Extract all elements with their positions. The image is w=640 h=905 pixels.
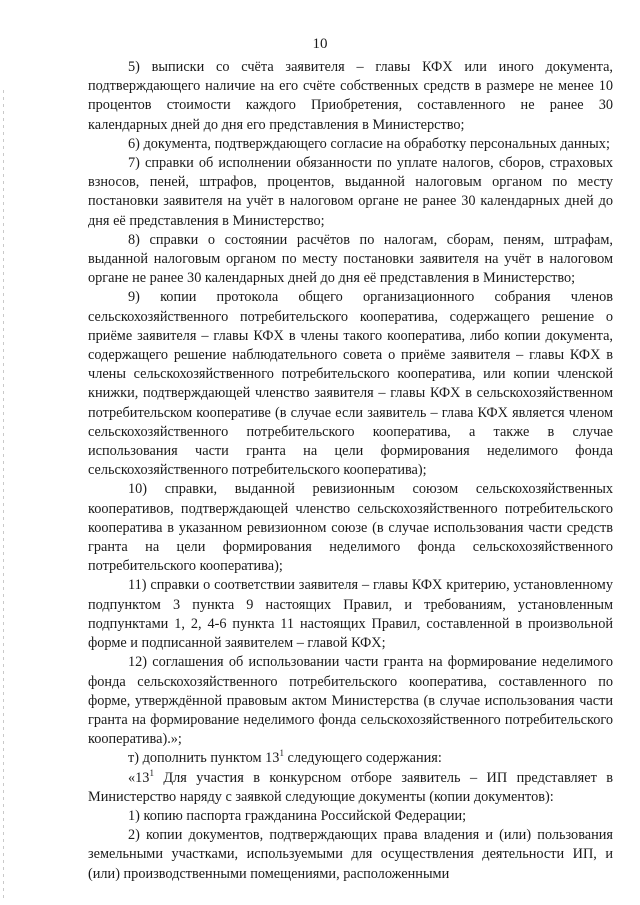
paragraph-item-11: 11) справки о соответствии заявителя – главы КФХ критерию, установленному подпунктом 3 пункта 9 настоящих Правил, и требованиям, установленным подпунктами 1, 2, 4-6 пункта 11 настоящих Правил, составленной в произвольной форме и подписанной заявителем – главой КФХ;	[88, 577, 613, 652]
item-13-1-superscript: 1	[149, 767, 154, 778]
paragraph-item-13-1	[88, 769, 613, 807]
paragraph-item-8: 8) справки о состоянии расчётов по налогам, сборам, пеням, штрафам, выданной налоговым органом по месту постановки заявителя на учёт в налоговом органе не ранее 30 календарных дней до дня её представления в Министерство;	[88, 231, 613, 287]
document-body	[88, 58, 613, 884]
item-t-text-end: следующего содержания:	[283, 750, 442, 767]
paragraph-ip-item-1: 1) копию паспорта гражданина Российской Федерации;	[128, 807, 467, 824]
paragraph-item-9: 9) копии протокола общего организационного собрания членов сельскохозяйственного потребительского кооператива, содержащего решение о приёме заявителя – главы КФХ в члены такого кооператива, либо копии документа, содержащего решение наблюдательного совета о приёме заявителя – главы КФХ в члены сельскохозяйственного потребительского кооператива, или копии членской книжки, подтверждающей членство заявителя – главы КФХ в сельскохозяйственном потребительском кооперативе (в случае если заявитель – глава КФХ является членом сельскохозяйственного потребительского кооператива, а также в случае использования части гранта на цели формирования неделимого фонда сельскохозяйственного потребительского кооператива);	[88, 289, 613, 479]
page-number: 10	[312, 36, 328, 52]
paragraph-item-12: 12) соглашения об использовании части гранта на формирование неделимого фонда сельскохозяйственного потребительского кооператива, составленного по форме, утверждённой правовым актом Министерства (в случае использования части гранта на формирование неделимого фонда сельскохозяйственного потребительского кооператива).»;	[88, 654, 613, 748]
item-13-1-number: «13	[128, 769, 150, 786]
scan-margin-artifact	[3, 90, 4, 900]
paragraph-item-t	[88, 749, 613, 768]
paragraph-item-10: 10) справки, выданной ревизионным союзом сельскохозяйственных кооперативов, подтверждающей членство сельскохозяйственного потребительского кооператива в указанном ревизионном союзе (в случае использования части средств гранта на цели формирования неделимого фонда сельскохозяйственного потребительского кооператива);	[88, 481, 613, 575]
paragraph-item-5: 5) выписки со счёта заявителя – главы КФХ или иного документа, подтверждающего наличие на его счёте собственных средств в размере не менее 10 процентов стоимости каждого Приобретения, составленного не ранее 30 календарных дней до дня его представления в Министерство;	[88, 59, 613, 133]
paragraph-ip-item-2: 2) копии документов, подтверждающих права владения и (или) пользования земельными участками, используемыми для осуществления деятельности ИП, и (или) производственными помещениями, расположенными	[88, 827, 613, 882]
paragraph-item-7: 7) справки об исполнении обязанности по уплате налогов, сборов, страховых взносов, пеней, штрафов, процентов, выданной налоговым органом по месту постановки заявителя на учёт в налоговом органе не ранее 30 календарных дней до дня её представления в Министерство;	[88, 155, 613, 229]
item-t-text: т) дополнить пунктом 13	[128, 750, 280, 767]
item-t-superscript: 1	[279, 748, 284, 759]
item-13-1-text: Для участия в конкурсном отборе заявитель – ИП представляет в Министерство наряду с заявкой следующие документы (копии документов):	[88, 769, 613, 805]
paragraph-item-6: 6) документа, подтверждающего согласие на обработку персональных данных;	[128, 135, 610, 152]
